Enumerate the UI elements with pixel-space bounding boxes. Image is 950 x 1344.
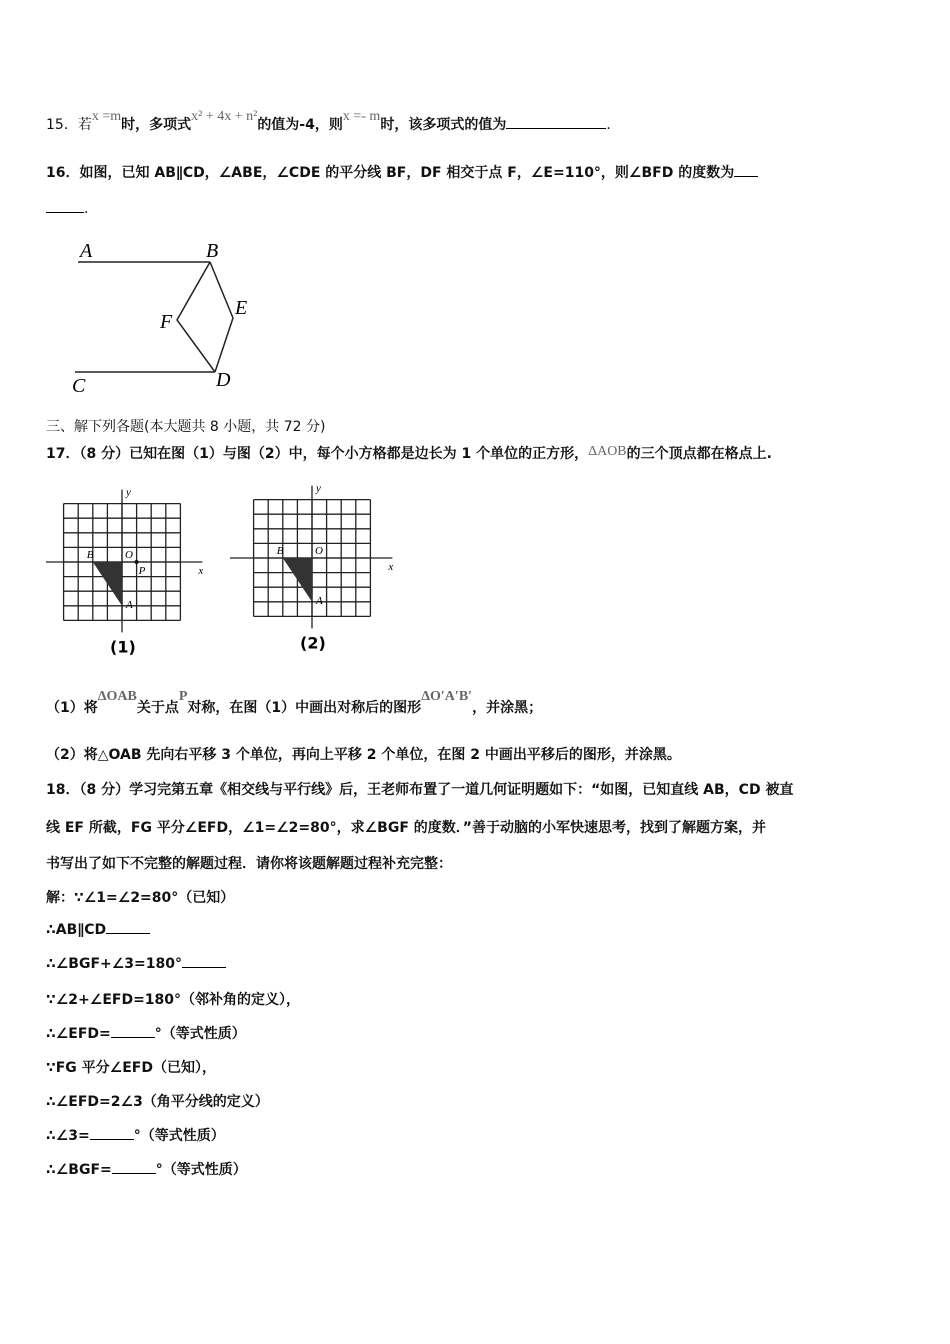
q16-figure xyxy=(0,230,300,410)
question-17 xyxy=(46,443,772,463)
figure-caption: (1) xyxy=(110,637,136,657)
text: ． xyxy=(84,201,98,217)
step-text: ∴AB∥CD xyxy=(46,922,107,938)
step-text: ∴∠BGF+∠3=180° xyxy=(46,956,182,972)
label-B: B xyxy=(276,545,284,557)
step-text: ∴∠3= xyxy=(46,1128,90,1144)
solution-step xyxy=(46,1125,225,1145)
label-D: D xyxy=(216,369,231,391)
answer-blank[interactable] xyxy=(112,1161,156,1174)
question-16 xyxy=(46,162,758,182)
q18-line2: 线 EF 所截，FG 平分∠EFD，∠1=∠2=80°，求∠BGF 的度数．”善于动脑的小军快速思考，找到了解题方案，并 xyxy=(46,820,766,836)
solution-step xyxy=(46,1023,246,1043)
step-suffix: °（等式性质） xyxy=(133,1128,225,1144)
grid-figure-2 xyxy=(228,478,408,653)
step-text: 解：∵∠1=∠2=80°（已知） xyxy=(46,890,235,906)
q18-line3: 书写出了如下不完整的解题过程．请你将该题解题过程补充完整： xyxy=(46,856,452,872)
label-O: O xyxy=(315,545,323,557)
q17-part1 xyxy=(46,689,543,717)
answer-blank[interactable] xyxy=(182,955,226,968)
math: ΔAOB xyxy=(588,444,627,459)
question-15 xyxy=(46,109,621,134)
math: x² + 4x + n² xyxy=(191,109,258,124)
step-text: ∵FG 平分∠EFD（已知）， xyxy=(46,1060,216,1076)
label-B: B xyxy=(86,549,94,561)
solution-step xyxy=(46,921,150,938)
label-y: y xyxy=(316,482,321,495)
text: 的值为-4，则 xyxy=(257,117,343,133)
label-y: y xyxy=(126,486,131,499)
step-text: ∵∠2+∠EFD=180°（邻补角的定义）， xyxy=(46,992,301,1008)
step-text: ∴∠BGF= xyxy=(46,1162,112,1178)
q18-line1: 18．（8 分）学习完第五章《相交线与平行线》后，王老师布置了一道几何证明题如下：“如图，已知直线 AB，CD 被直 xyxy=(46,782,794,798)
label-x: x xyxy=(198,565,204,577)
label-P: P xyxy=(138,565,146,577)
math: ΔOAB xyxy=(97,689,137,704)
math: P xyxy=(178,689,188,704)
text: ． xyxy=(606,117,621,133)
math: x =m xyxy=(91,109,122,124)
label-C: C xyxy=(72,375,86,397)
figure-caption: (2) xyxy=(300,633,326,653)
label-E: E xyxy=(235,297,248,319)
text: 的三个顶点都在格点上. xyxy=(626,446,772,462)
q17-part2: （2）将△OAB 先向右平移 3 个单位，再向上平移 2 个单位，在图 2 中画出平移后的图形，并涂黑。 xyxy=(46,747,681,763)
label-F: F xyxy=(160,311,173,333)
solution-step xyxy=(46,1057,216,1077)
label-A: A xyxy=(316,594,323,607)
text: 16．如图，已知 AB∥CD，∠ABE，∠CDE 的平分线 BF，DF 相交于点 F，∠E=110°，则∠BFD 的度数为 xyxy=(46,165,735,181)
math: x =- m xyxy=(342,109,381,124)
step-text: ∴∠EFD= xyxy=(46,1026,111,1042)
answer-blank[interactable] xyxy=(111,1025,155,1038)
step-suffix: °（等式性质） xyxy=(155,1162,247,1178)
math: ΔO′A′B′ xyxy=(421,689,473,704)
text: 17．（8 分）已知在图（1）与图（2）中，每个小方格都是边长为 1 个单位的正方形， xyxy=(46,446,589,462)
step-text: ∴∠EFD=2∠3（角平分线的定义） xyxy=(46,1094,269,1110)
label-A: A xyxy=(126,598,133,611)
question-16-cont xyxy=(46,198,98,218)
answer-blank[interactable] xyxy=(734,164,758,177)
solution-step xyxy=(46,887,234,907)
text: （1）将 xyxy=(46,700,98,716)
solution-step xyxy=(46,989,300,1009)
answer-blank[interactable] xyxy=(90,1127,134,1140)
q-num: 15． xyxy=(46,117,78,133)
step-suffix: °（等式性质） xyxy=(154,1026,246,1042)
text: ，并涂黑； xyxy=(472,700,543,716)
label-x: x xyxy=(388,561,394,573)
text: 关于点 xyxy=(136,700,179,716)
text: 时，该多项式的值为 xyxy=(380,117,507,133)
answer-blank[interactable] xyxy=(46,200,84,213)
label-O: O xyxy=(125,549,133,561)
solution-step xyxy=(46,1091,269,1111)
answer-blank[interactable] xyxy=(106,921,150,934)
text: 对称，在图（1）中画出对称后的图形 xyxy=(187,700,422,716)
text: 若 xyxy=(77,117,92,133)
point-P xyxy=(135,560,139,564)
text: 时，多项式 xyxy=(121,117,192,133)
solution-step xyxy=(46,955,226,972)
label-A: A xyxy=(80,240,93,262)
label-B: B xyxy=(206,240,219,262)
answer-blank[interactable] xyxy=(506,116,606,129)
solution-step xyxy=(46,1159,247,1179)
section-heading: 三、解下列各题(本大题共 8 小题，共 72 分) xyxy=(46,419,326,435)
grid-figure-1 xyxy=(44,484,224,659)
